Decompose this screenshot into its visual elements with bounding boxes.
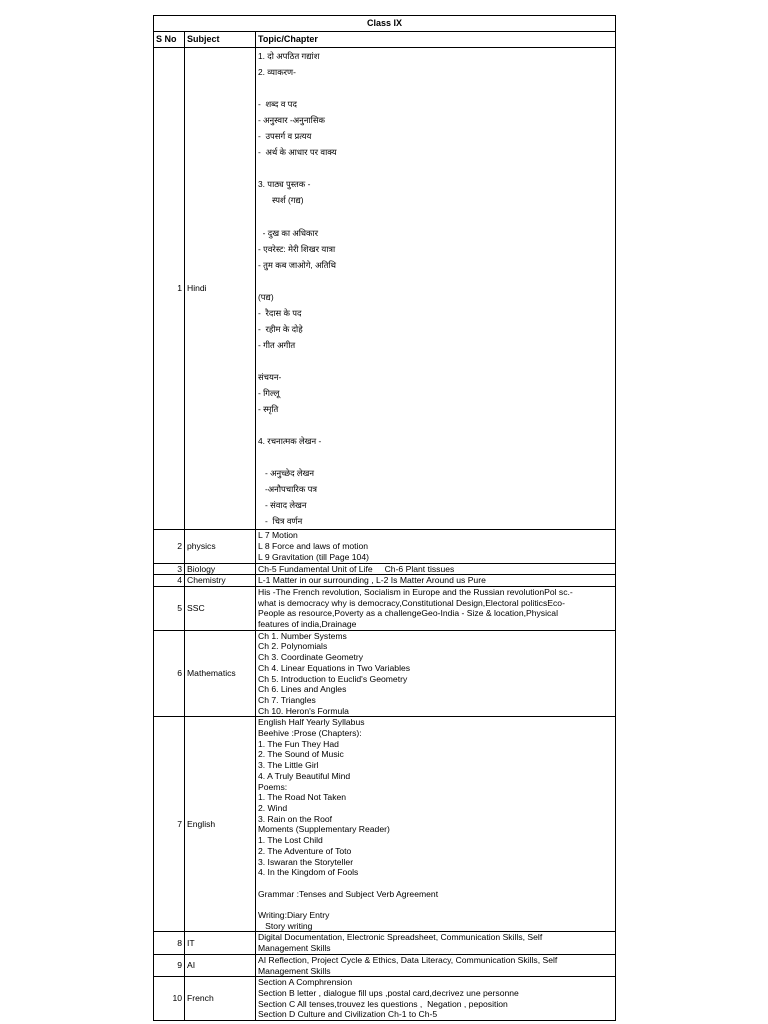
header-row	[154, 32, 616, 48]
header-sno: S No	[154, 32, 185, 48]
row-topic: Digital Documentation, Electronic Spreadsheet, Communication Skills, Self Management Skills	[256, 932, 616, 954]
row-subject: Biology	[185, 563, 256, 575]
table-row	[154, 563, 616, 575]
row-sno: 4	[154, 575, 185, 587]
row-subject: English	[185, 717, 256, 932]
table-row	[154, 48, 616, 530]
table-row	[154, 977, 616, 1021]
table-row	[154, 530, 616, 563]
row-subject: Chemistry	[185, 575, 256, 587]
row-subject: French	[185, 977, 256, 1021]
row-topic: Ch-5 Fundamental Unit of Life Ch-6 Plant tissues	[256, 563, 616, 575]
row-sno: 2	[154, 530, 185, 563]
row-subject: AI	[185, 954, 256, 976]
row-sno: 10	[154, 977, 185, 1021]
row-topic: L 7 Motion L 8 Force and laws of motion L 9 Gravitation (till Page 104)	[256, 530, 616, 563]
row-subject: Mathematics	[185, 630, 256, 717]
table-row	[154, 630, 616, 717]
row-topic: L-1 Matter in our surrounding , L-2 Is Matter Around us Pure	[256, 575, 616, 587]
row-sno: 7	[154, 717, 185, 932]
row-sno: 3	[154, 563, 185, 575]
row-topic: Ch 1. Number Systems Ch 2. Polynomials Ch 3. Coordinate Geometry Ch 4. Linear Equations in Two Variables Ch 5. Introduction to Euclid's Geometry Ch 6. Lines and Angles Ch 7. Triangles Ch 10. Heron's Formula	[256, 630, 616, 717]
row-subject: IT	[185, 932, 256, 954]
row-subject: Hindi	[185, 48, 256, 530]
row-topic: Section A Comphrension Section B letter , dialogue fill ups ,postal card,decrivez une personne Section C All tenses,trouvez les questions , Negation , peposition Section D Culture and Civilization Ch-1 to Ch-5	[256, 977, 616, 1021]
row-sno: 9	[154, 954, 185, 976]
row-topic: His -The French revolution, Socialism in Europe and the Russian revolutionPol sc.- what is democracy why is democracy,Constitutional Design,Electoral politicsEco- People as resource,Poverty as a challengeGeo-India - Size & location,Physical features of india,Drainage	[256, 586, 616, 630]
row-topic: AI Reflection, Project Cycle & Ethics, Data Literacy, Communication Skills, Self Management Skills	[256, 954, 616, 976]
row-subject: physics	[185, 530, 256, 563]
table-title: Class IX	[154, 16, 616, 32]
row-topic: 1. दो अपठित गद्यांश 2. व्याकरण- - शब्द व पद - अनुस्वार -अनुनासिक - उपसर्ग व प्रत्यय - अर्थ के आधार पर वाक्य 3. पाठ्य पुस्तक - स्पर्श (गद्य) - दुख का अधिकार - एवरेस्ट: मेरी शिखर यात्रा - तुम कब जाओगे, अतिथि (पद्य) - रैदास के पद - रहीम के दोहे - गीत अगीत संचयन- - गिल्लू - स्मृति 4. रचनात्मक लेखन - - अनुच्छेद लेखन -अनौपचारिक पत्र - संवाद लेखन - चित्र वर्णन	[256, 48, 616, 530]
row-sno: 8	[154, 932, 185, 954]
title-row	[154, 16, 616, 32]
table-row	[154, 575, 616, 587]
row-sno: 1	[154, 48, 185, 530]
table-row	[154, 932, 616, 954]
row-topic: English Half Yearly Syllabus Beehive :Prose (Chapters): 1. The Fun They Had 2. The Sound of Music 3. The Little Girl 4. A Truly Beautiful Mind Poems: 1. The Road Not Taken 2. Wind 3. Rain on the Roof Moments (Supplementary Reader) 1. The Lost Child 2. The Adventure of Toto 3. Iswaran the Storyteller 4. In the Kingdom of Fools Grammar :Tenses and Subject Verb Agreement Writing:Diary Entry Story writing	[256, 717, 616, 932]
row-subject: SSC	[185, 586, 256, 630]
row-sno: 6	[154, 630, 185, 717]
header-topic: Topic/Chapter	[256, 32, 616, 48]
syllabus-table	[153, 15, 616, 1021]
row-sno: 5	[154, 586, 185, 630]
table-row	[154, 586, 616, 630]
table-row	[154, 954, 616, 976]
header-subject: Subject	[185, 32, 256, 48]
table-row	[154, 717, 616, 932]
